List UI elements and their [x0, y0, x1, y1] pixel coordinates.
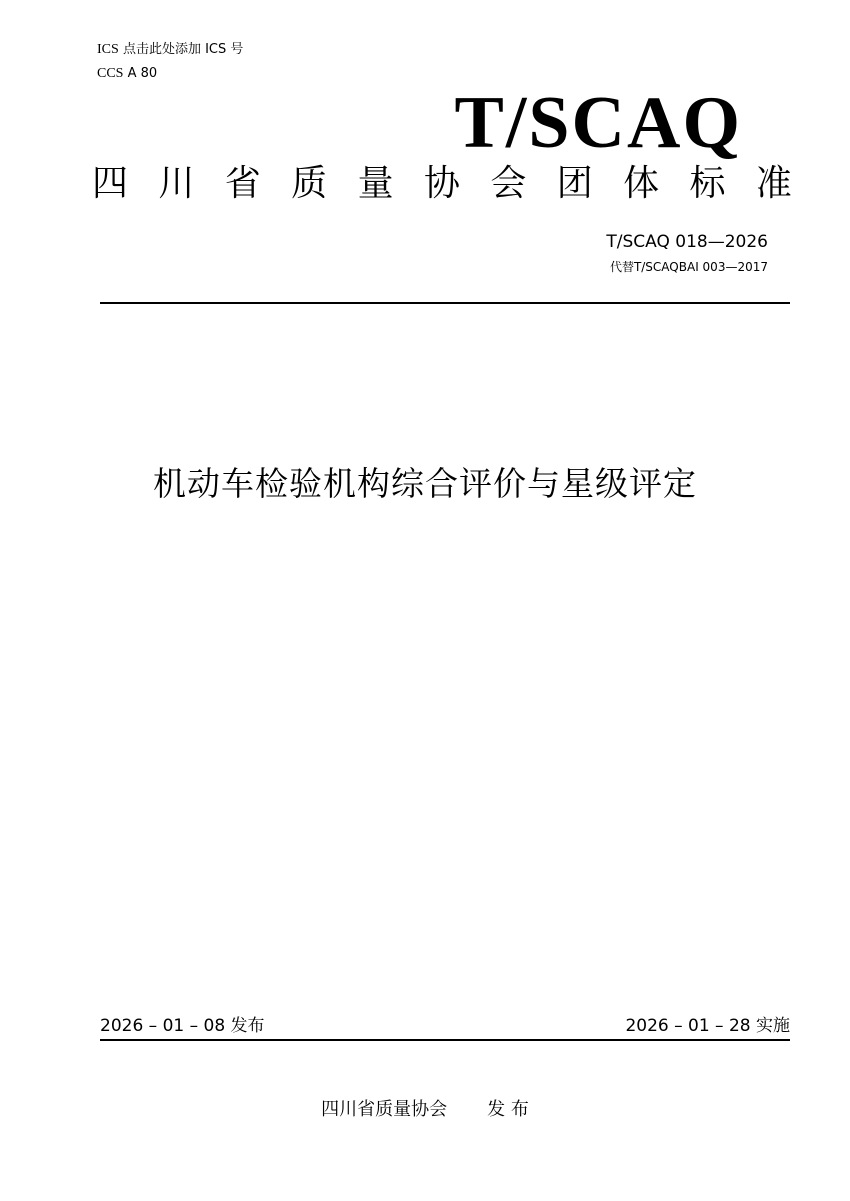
standard-number: T/SCAQ 018—2026 [606, 232, 768, 252]
publisher-line [0, 1098, 850, 1122]
ccs-label: CCS [97, 66, 124, 81]
publisher-name: 四川省质量协会 [321, 1099, 448, 1120]
ccs-line [97, 66, 157, 82]
org-title-char: 量 [357, 163, 394, 204]
top-divider [100, 302, 790, 304]
publisher-action: 发 布 [487, 1099, 529, 1120]
org-title-char: 会 [490, 163, 527, 204]
ics-placeholder[interactable]: 点击此处添加 ICS 号 [122, 42, 244, 57]
organization-standard-title [92, 162, 792, 206]
org-title-char: 质 [291, 163, 328, 204]
org-title-char: 四 [92, 163, 129, 204]
bottom-divider [100, 1039, 790, 1041]
document-title: 机动车检验机构综合评价与星级评定 [153, 464, 697, 503]
issue-date: 2026 – 01 – 08 发布 [100, 1016, 265, 1036]
org-title-char: 标 [689, 163, 726, 204]
standard-brand-logo: T/SCAQ [454, 82, 742, 164]
ics-line [97, 42, 243, 58]
ics-label: ICS [97, 42, 119, 57]
implementation-date: 2026 – 01 – 28 实施 [625, 1016, 790, 1036]
ccs-value: A 80 [127, 66, 158, 81]
replaces-standard: 代替T/SCAQBAI 003—2017 [609, 260, 768, 274]
org-title-char: 川 [158, 163, 195, 204]
org-title-char: 省 [224, 163, 261, 204]
org-title-char: 团 [556, 163, 593, 204]
org-title-char: 准 [755, 163, 792, 204]
org-title-char: 协 [423, 163, 460, 204]
org-title-char: 体 [623, 163, 660, 204]
